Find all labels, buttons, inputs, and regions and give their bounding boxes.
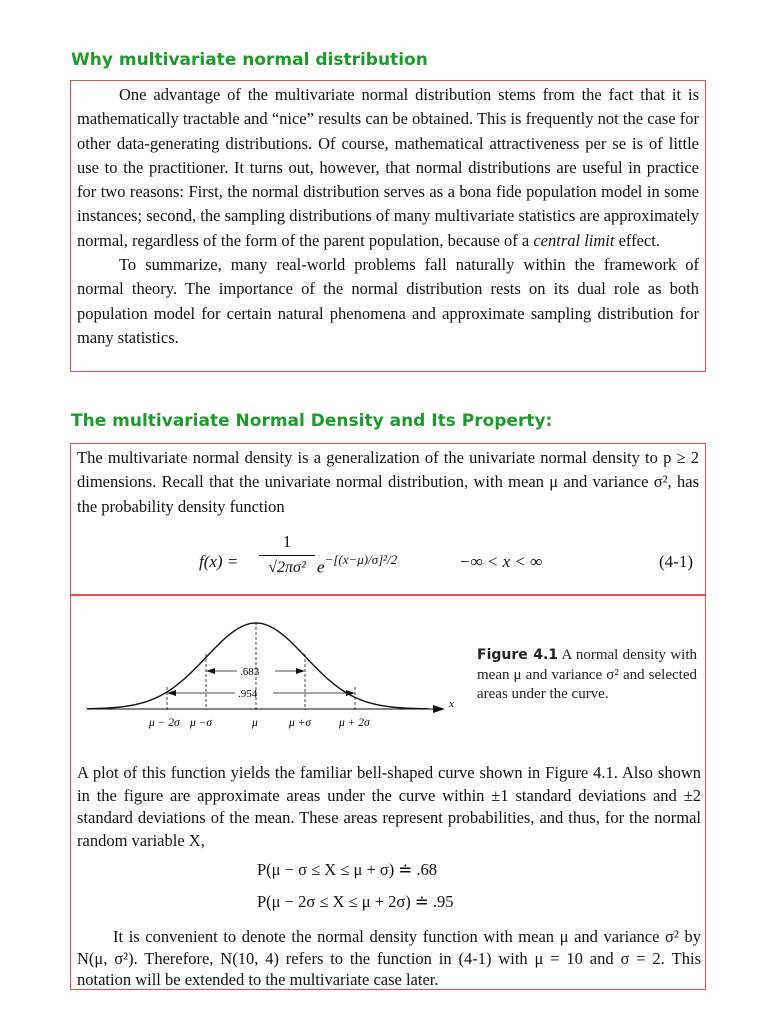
- formula-label: (4-1): [659, 552, 693, 571]
- text-box-advantages: [70, 80, 706, 372]
- outer-area-label: .954: [238, 688, 258, 700]
- figure-caption: [477, 646, 697, 705]
- paragraph-density-intro: The multivariate normal density is a generalization of the univariate normal density to p ≥ 2 dimensions. Recall that the univariate normal distribution, with mean μ and variance σ², has the probability density function: [77, 448, 699, 516]
- probability-one-sigma: P(μ − σ ≤ X ≤ μ + σ) ≐ .68: [257, 860, 437, 879]
- x-axis-variable: x: [449, 698, 454, 710]
- probability-two-sigma: P(μ − 2σ ≤ X ≤ μ + 2σ) ≐ .95: [257, 892, 454, 911]
- formula-range: −∞ < x < ∞: [459, 552, 543, 571]
- inner-area-label: .683: [240, 666, 260, 678]
- tick-label-plus-2sigma: μ + 2σ: [339, 717, 370, 729]
- paragraph-notation: It is convenient to denote the normal density function with mean μ and variance σ² by N(μ, σ²). Therefore, N(10, 4) refers to the function in (4-1) with μ = 10 and σ = 2. This notation will be extended to the multivariate case later.: [77, 927, 701, 989]
- formula-4-1: [71, 532, 707, 588]
- formula-lhs: f(x) =: [199, 552, 239, 571]
- formula-exponential: $e^{-[(x-\mu)/\sigma]^2/2}$: [317, 552, 398, 577]
- text-box-figure: [70, 595, 706, 990]
- inner-area-arrowhead-left: [206, 668, 215, 674]
- x-axis-arrow: [433, 705, 445, 713]
- paragraph-summary: To summarize, many real-world problems fall naturally within the framework of normal theory. The importance of the normal distribution rests on its dual role as both population model for certain natural phenomena and approximate sampling distribution for many statistics.: [77, 255, 699, 347]
- figure-caption-label: Figure 4.1: [477, 647, 559, 663]
- text-box-density: [70, 443, 706, 595]
- tick-label-minus-2sigma: μ − 2σ: [149, 717, 180, 729]
- inner-area-arrowhead-right: [296, 668, 305, 674]
- formula-exponent: −[(x−μ)/σ]²/2: [324, 552, 398, 567]
- paragraph-curve: A plot of this function yields the familiar bell-shaped curve shown in Figure 4.1. Also shown in the figure are approximate areas under the curve within ±1 standard deviations and ±2 standard deviations of the mean. These areas represent probabilities, and thus, for the normal random variable X,: [77, 763, 701, 850]
- section-heading-why: Why multivariate normal distribution: [71, 50, 428, 70]
- paragraph-advantages: One advantage of the multivariate normal distribution stems from the fact that it is mathematically tractable and “nice” results can be obtained. This is frequently not the case for other data-generating distributions. Of course, mathematical attractiveness per se is of little use to the practitioner. It turns out, however, that normal distributions are useful in practice for two reasons: First, the normal distribution serves as a bona fide population model in some instances; second, the sampling distributions of many multivariate statistics are approximately normal, regardless of the form of the parent population, because of a central limit effect.: [77, 85, 699, 250]
- section-heading-density: The multivariate Normal Density and Its Property:: [71, 411, 553, 431]
- formula-numerator: 1: [259, 530, 315, 556]
- figure-caption-text: A normal density with mean μ and variance σ² and selected areas under the curve.: [477, 647, 697, 702]
- formula-denominator: √2πσ²: [268, 559, 306, 577]
- tick-label-plus-sigma: μ +σ: [289, 717, 312, 729]
- tick-label-mean: μ: [252, 717, 258, 729]
- normal-density-figure: [75, 602, 475, 742]
- tick-label-minus-sigma: μ −σ: [190, 717, 213, 729]
- formula-fraction: [259, 530, 315, 581]
